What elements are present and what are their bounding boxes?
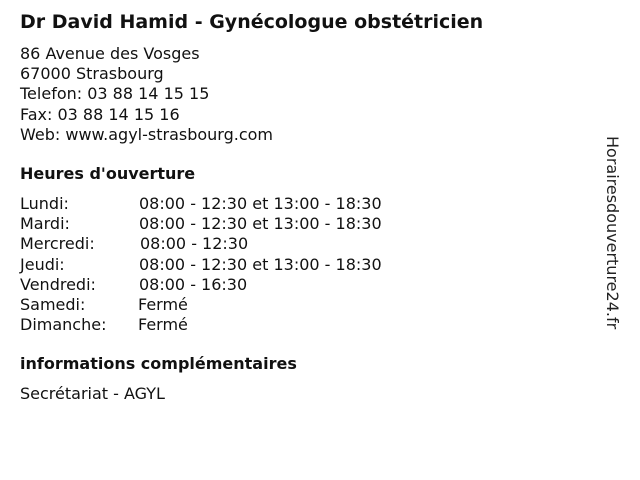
website: Web: www.agyl-strasbourg.com: [20, 124, 274, 144]
hours-day: Dimanche:: [20, 315, 107, 335]
hours-day: Vendredi:: [20, 274, 96, 294]
contact-block: [20, 44, 273, 145]
hours-day: Jeudi:: [20, 254, 65, 274]
site-watermark: Horairesdouverture24.fr: [603, 136, 622, 330]
hours-time: Fermé: [138, 315, 188, 335]
info-text: Secrétariat - AGYL: [20, 384, 165, 403]
hours-time: 08:00 - 12:30: [140, 234, 249, 254]
hours-time: 08:00 - 12:30 et 13:00 - 18:30: [139, 214, 382, 234]
hours-time: 08:00 - 12:30 et 13:00 - 18:30: [139, 254, 382, 274]
phone-number: Telefon: 03 88 14 15 15: [20, 84, 210, 104]
hours-day: Lundi:: [20, 194, 69, 213]
hours-day: Mardi:: [20, 214, 70, 234]
hours-heading: Heures d'ouverture: [20, 164, 196, 183]
info-heading: informations complémentaires: [20, 354, 297, 373]
hours-time: 08:00 - 12:30 et 13:00 - 18:30: [139, 194, 382, 213]
hours-day: Mercredi:: [20, 234, 95, 254]
hours-day: Samedi:: [20, 294, 86, 314]
page-title: Dr David Hamid - Gynécologue obstétricien: [20, 11, 484, 33]
address-street: 86 Avenue des Vosges: [20, 44, 200, 63]
address-city: 67000 Strasbourg: [20, 64, 164, 84]
fax-number: Fax: 03 88 14 15 16: [20, 104, 180, 124]
hours-time: Fermé: [138, 294, 188, 314]
hours-time: 08:00 - 16:30: [139, 274, 248, 294]
